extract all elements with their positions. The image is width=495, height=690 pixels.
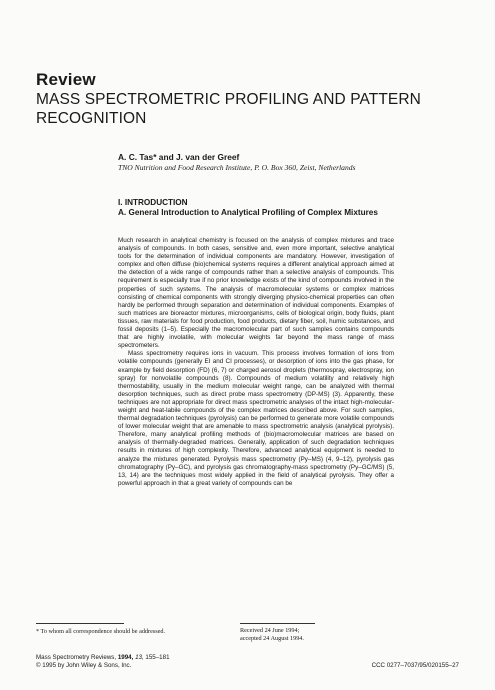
accepted-date: accepted 24 August 1994. bbox=[240, 635, 304, 642]
paragraph: Mass spectrometry requires ions in vacuum. This process involves formation of ions from volatile compounds (generally EI and CI processes), or desorption of ions into the gas phase, for example by field desorption (FD) (6, 7) or charged aerosol droplets (thermospray, electrospray, ion spray) for nonvolatile compounds (8). Compounds of medium volatility and relatively high thermostability, usually in the medium molecular weight range, can be analyzed with thermal desorption techniques, such as direct probe mass spectrometry (DP-MS) (3). Apparently, these techniques are not appropriate for direct mass spectrometric analyses of the intact high-molecular-weight and heat-labile compounds of the complex matrices described above. For such samples, thermal degradation techniques (pyrolysis) can be performed to generate more volatile compounds of lower molecular weight that are amenable to mass spectrometric analysis (analytical pyrolysis). Therefore, many analytical profiling methods of (bio)macromolecular matrices are based on analysis of thermally-degraded matrices. Generally, application of such degradation techniques results in mixtures of high complexity. Therefore, advanced analytical equipment is needed to analyze the mixtures generated. Pyrolysis mass spectrometry (Py–MS) (4, 9–12), pyrolysis gas chromatography (Py–GC), and pyrolysis gas chromatography-mass spectrometry (Py–GC/MS) (5, 13, 14) are the techniques most widely applied in the field of analytical pyrolysis. They offer a powerful approach in that a great variety of compounds can be bbox=[118, 350, 394, 487]
authors: A. C. Tas* and J. van der Greef bbox=[118, 152, 240, 162]
body-text bbox=[118, 237, 394, 488]
article-title: MASS SPECTROMETRIC PROFILING AND PATTERN RECOGNITION bbox=[36, 91, 421, 127]
ccc-code: CCC 0277–7037/95/020155–27 bbox=[371, 662, 459, 669]
received-date: Received 24 June 1994; bbox=[240, 627, 300, 634]
footnote: * To whom all correspondence should be addressed. bbox=[36, 628, 166, 635]
copyright: © 1995 by John Wiley & Sons, Inc. bbox=[36, 662, 132, 669]
received-dates bbox=[240, 627, 304, 643]
journal-pages: 155–181 bbox=[145, 654, 170, 661]
received-rule bbox=[240, 623, 315, 624]
journal-year: 1994, bbox=[117, 654, 134, 661]
section-heading: I. INTRODUCTION bbox=[118, 198, 188, 207]
journal-name: Mass Spectrometry Reviews, bbox=[36, 654, 117, 661]
section-label: Review bbox=[36, 70, 96, 89]
journal-volume: 13, bbox=[135, 654, 144, 661]
subsection-heading: A. General Introduction to Analytical Profiling of Complex Mixtures bbox=[118, 208, 378, 217]
paragraph: Much research in analytical chemistry is focused on the analysis of complex mixtures and trace analysis of compounds. In both cases, sensitive and, even more important, selective analytical tools for the determination of individual components are mandatory. However, investigation of complex and often diffuse (bio)chemical systems requires a different analytical approach aimed at the detection of a wide range of compounds rather than a selective analysis of compounds. This requirement is especially true if no prior knowledge exists of the kind of compounds involved in the properties of such systems. The analysis of macromolecular systems or complex matrices consisting of chemical components with strongly diverging physico-chemical properties can often hardly be performed through separation and determination of individual components. Examples of such matrices are bioreactor mixtures, microorganisms, cells of biological origin, body fluids, plant tissues, raw materials for food production, food products, dietary fiber, soil, humic substances, and fossil deposits (1–5). Especially the macromolecular part of such samples contains compounds that are highly involatile, with molecular weights far beyond the mass range of mass spectrometers. bbox=[118, 237, 394, 350]
journal-citation bbox=[36, 654, 170, 661]
affiliation: TNO Nutrition and Food Research Institute, P. O. Box 360, Zeist, Netherlands bbox=[118, 163, 356, 172]
footnote-rule bbox=[36, 623, 124, 624]
